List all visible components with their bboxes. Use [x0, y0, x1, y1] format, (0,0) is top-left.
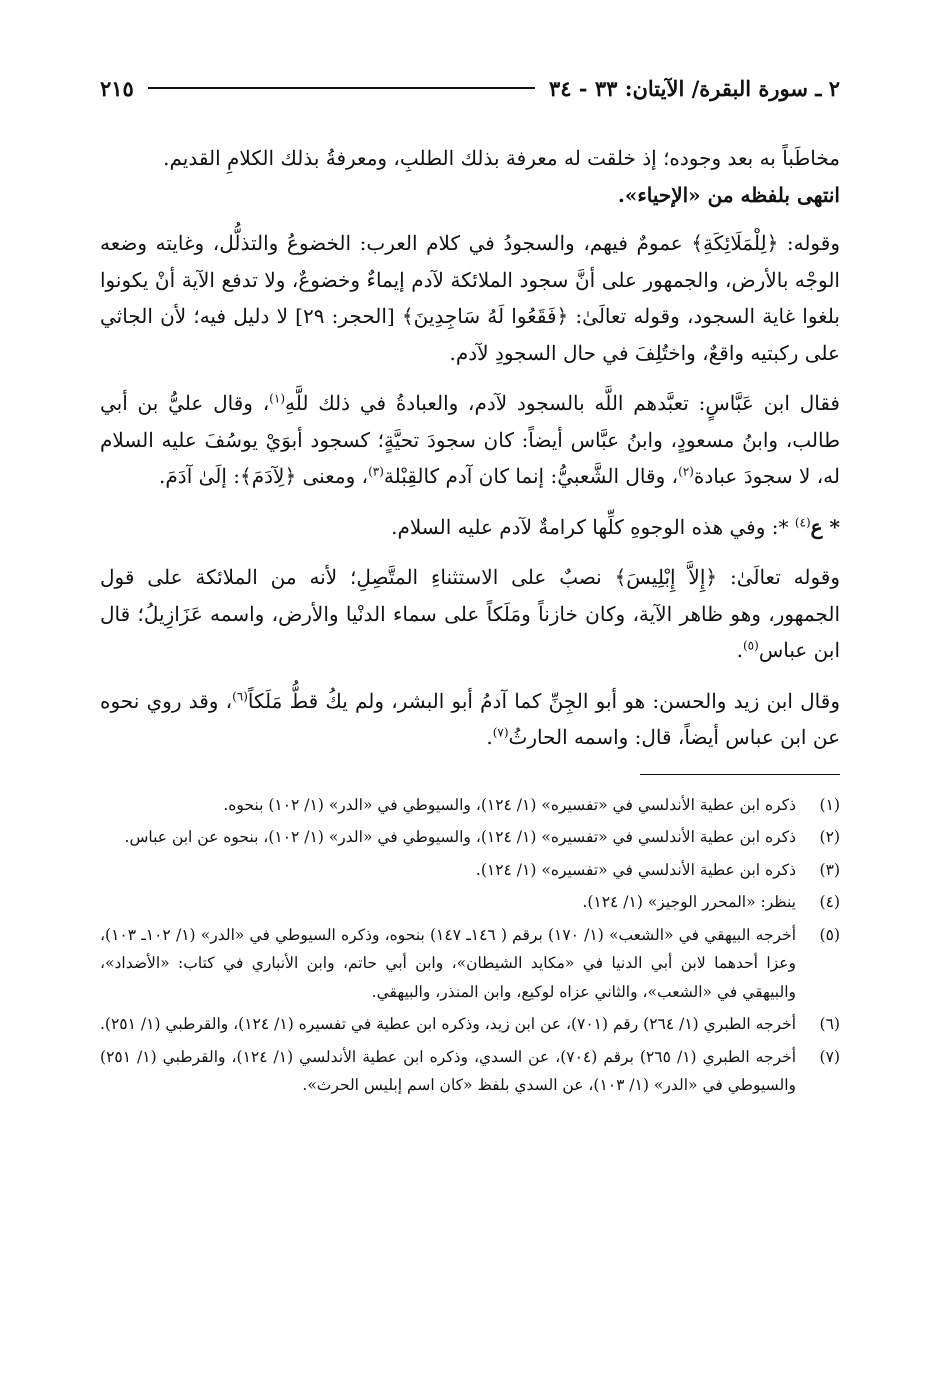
paragraph-text: .: [736, 638, 743, 662]
paragraph: [100, 385, 840, 495]
header-rule: [148, 87, 535, 89]
paragraph-text: * ع: [810, 514, 840, 539]
footnote-item: [100, 823, 840, 852]
footnote-text: ذكره ابن عطية الأندلسي في «تفسيره» (١/ ١٢٤)، والسيوطي في «الدر» (١/ ١٠٢)، بنحوه عن ابن عباس.: [124, 828, 796, 846]
footnote-text: أخرجه الطبري (١/ ٢٦٥) برقم (٧٠٤)، عن السدي، وذكره ابن عطية الأندلسي (١/ ١٢٤)، والقرطبي (١/ ٢٥١) والسيوطي في «الدر» (١/ ١٠٣)، عن السدي بلفظ «كان اسم إبليس الحرث».: [100, 1047, 797, 1094]
footnote-item: [100, 921, 840, 1007]
paragraph: [100, 225, 840, 371]
paragraph-text: ، وقال الشَّعبيُّ: إنما كان آدم كالقِبْلة: [383, 464, 679, 488]
footnote-number: (١): [819, 795, 840, 814]
paragraph-text: .: [486, 725, 493, 749]
running-header: [100, 70, 840, 106]
paragraph-text: وقوله تعالَىٰ: ﴿إِلاَّ إِبْلِيسَ﴾ نصبٌ على الاستثناءِ المتَّصِلِ؛ لأنه من الملائكة على قول الجمهور، وهو ظاهر الآية، وكان خازناً ومَلَكاً على سماء الدنْيا والأرض، واسمه عَزَازِيلُ؛ قال ابن عباس: [100, 565, 840, 662]
footnote-number: (٥): [819, 925, 840, 944]
footnote-ref[interactable]: (٤): [794, 514, 811, 529]
footnote-item: [100, 1010, 840, 1039]
footnote-item: [100, 1043, 840, 1100]
paragraph-text: مخاطَباً به بعد وجوده؛ إذ خلقت له معرفة بذلك الطلبِ، ومعرفةُ بذلك الكلامِ القديم.: [163, 146, 840, 170]
paragraph-text: *: وفي هذه الوجوهِ كلِّها كرامةٌ لآدم عليه السلام.: [391, 514, 795, 539]
footnote-separator: [640, 774, 840, 775]
paragraph-text: انتهى بلفظه من «الإحياء».: [617, 182, 840, 207]
paragraph-text: ، ومعنى ﴿لِآدَمَ﴾: إلَىٰ آدَمَ.: [159, 464, 369, 488]
main-text: [100, 140, 840, 756]
footnote-text: ينظر: «المحرر الوجيز» (١/ ١٢٤).: [582, 893, 796, 911]
page: [100, 70, 840, 1104]
footnote-item: [100, 856, 840, 885]
footnote-number: (٢): [819, 828, 840, 846]
paragraph-text: فقال ابن عَبَّاسٍ: تعبَّدهم اللَّه بالسجود لآدم، والعبادةُ في ذلك للَّهِ: [285, 391, 840, 415]
footnote-number: (٦): [819, 1015, 840, 1033]
paragraph: [100, 509, 840, 546]
paragraph-text: ، وقال عليُّ بن أبي طالب، وابنُ مسعودٍ، وابنُ عبَّاس أيضاً: كان سجودَ تحيَّةٍ؛ كسجود أبوَيْ يوسُفَ عليه السلام له، لا سجودَ عبادة: [100, 391, 840, 488]
paragraph-text: وقوله: ﴿لِلْمَلَائِكَةِ﴾ عمومٌ فيهم، والسجودُ في كلام العرب: الخضوعُ والتذلُّل، وغايته وضعه الوجْه بالأرض، والجمهور على أنَّ سجود الملائكة لآدم إيماءٌ وخضوعٌ، ولا تدفع الآية أنْ يكونوا بلغوا غاية السجود، وقوله تعالَىٰ: ﴿فَقَعُوا لَهُ سَاجِدِينَ﴾ [الحجر: ٢٩] لا دليل فيه؛ لأن الجاثي على ركبتيه واقعٌ، واختُلِفَ في حال السجودِ لآدم.: [100, 231, 840, 365]
footnote-number: (٣): [819, 860, 840, 879]
footnote-number: (٤): [819, 893, 840, 911]
footnote-item: [100, 791, 840, 820]
footnote-number: (٧): [819, 1047, 840, 1066]
footnote-ref[interactable]: (٢): [678, 464, 694, 479]
paragraph: [100, 140, 840, 213]
paragraph-text: ، وقد روي نحوه عن ابن عباس أيضاً، قال: واسمه الحارثُ: [100, 688, 840, 749]
footnote-text: أخرجه البيهقي في «الشعب» (١/ ١٧٠) برقم ( ١٤٦ـ ١٤٧) بنحوه، وذكره السيوطي في «الدر» (١/ ١٠٢ـ ١٠٣)، وعزا أحدهما لابن أبي الدنيا في «مكايد الشيطان»، وابن أبي حاتم، وابن الأنباري في كتاب: «الأضداد»، والبيهقي في «الشعب»، والثاني عزاه لوكيع، وابن المنذر، والبيهقي.: [100, 925, 797, 1001]
footnote-ref[interactable]: (٣): [368, 464, 384, 479]
footnote-text: أخرجه الطبري (١/ ٢٦٤) رقم (٧٠١)، عن ابن زيد، وذكره ابن عطية في تفسيره (١/ ١٢٤)، والقرطبي (١/ ٢٥١).: [99, 1015, 796, 1033]
footnote-text: ذكره ابن عطية الأندلسي في «تفسيره» (١/ ١٢٤)، والسيوطي في «الدر» (١/ ١٠٢) بنحوه.: [223, 795, 796, 814]
page-number: ٢١٥: [100, 75, 134, 101]
paragraph-text: وقال ابن زيد والحسن: هو أبو الجِنِّ كما آدمُ أبو البشر، ولم يكُ قطُّ مَلَكاً: [247, 688, 840, 713]
footnote-item: [100, 888, 840, 917]
footnote-text: ذكره ابن عطية الأندلسي في «تفسيره» (١/ ١٢٤).: [475, 860, 796, 879]
paragraph: [100, 559, 840, 669]
footnote-ref[interactable]: (٦): [232, 688, 248, 703]
running-title: ٢ ـ سورة البقرة/ الآيتان: ٣٣ - ٣٤: [548, 75, 840, 101]
footnote-ref[interactable]: (٥): [742, 638, 759, 653]
footnote-ref[interactable]: (١): [269, 391, 285, 406]
paragraph: [100, 683, 840, 756]
footnotes: [100, 791, 840, 1100]
footnote-ref[interactable]: (٧): [492, 725, 509, 740]
